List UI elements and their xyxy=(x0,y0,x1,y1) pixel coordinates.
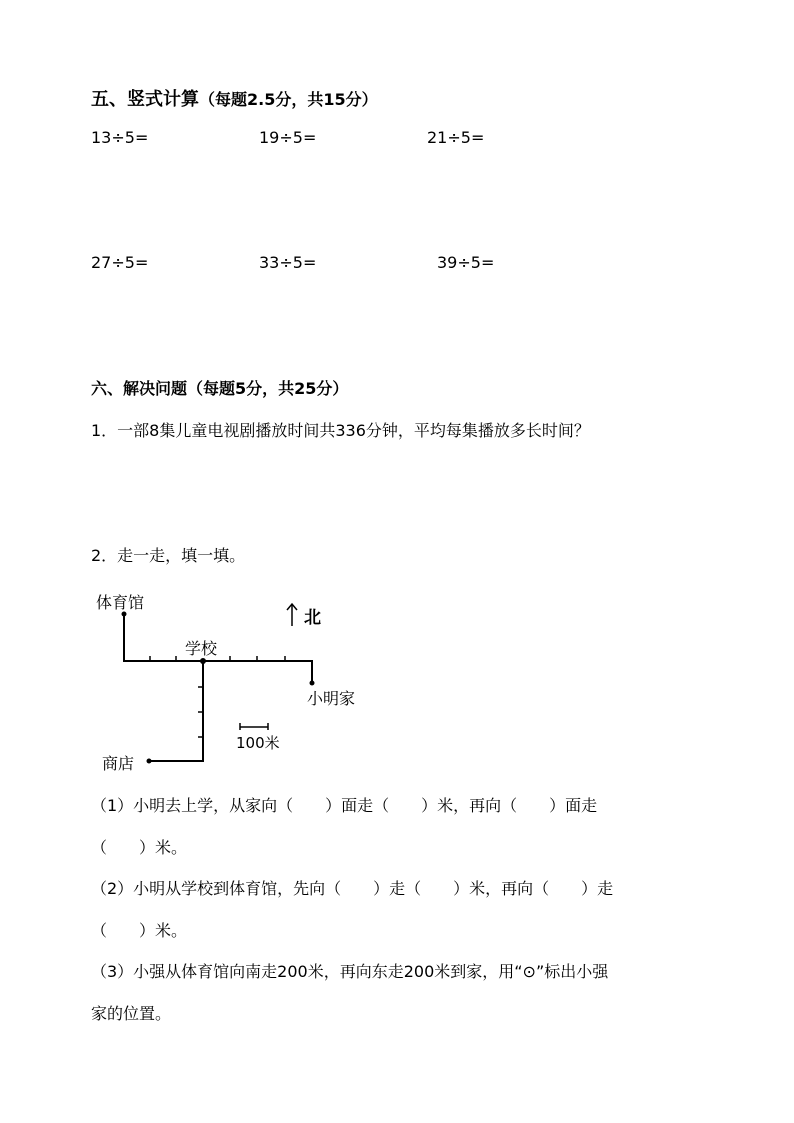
question-2: 2．走一走，填一填。 xyxy=(91,546,246,565)
section5-note: （每题2.5分，共15分） xyxy=(199,90,378,109)
map-label-xiaoming-home: 小明家 xyxy=(307,689,356,708)
map-label-scale: 100米 xyxy=(236,734,280,752)
sub-question-1-line-1: （1）小明去上学，从家向（ ）面走（ ）米，再向（ ）面走 xyxy=(91,796,598,815)
section6-title-text: 六、解决问题 xyxy=(91,379,188,398)
map-label-shop: 商店 xyxy=(102,754,135,773)
north-arrow-icon xyxy=(287,604,297,626)
calc-problem-6: 39÷5= xyxy=(437,253,495,272)
map-label-north: 北 xyxy=(304,608,321,628)
sub-question-2-line-2: （ ）米。 xyxy=(91,921,188,940)
sub-question-3-line-1: （3）小强从体育馆向南走200米，再向东走200米到家，用“⊙”标出小强 xyxy=(91,962,609,981)
section5-title-text: 五、竖式计算 xyxy=(91,89,199,110)
map-shop-dot xyxy=(147,759,152,764)
sub-question-3-line-2: 家的位置。 xyxy=(91,1004,172,1023)
scale-bar xyxy=(240,723,268,730)
map-ticks xyxy=(150,656,285,737)
map-label-gym: 体育馆 xyxy=(96,593,145,612)
calc-problem-2: 19÷5= xyxy=(259,128,317,147)
map-label-school: 学校 xyxy=(185,639,218,658)
calc-problem-5: 33÷5= xyxy=(259,253,317,272)
sub-question-2-line-1: （2）小明从学校到体育馆，先向（ ）走（ ）米，再向（ ）走 xyxy=(91,879,614,898)
question-1: 1．一部8集儿童电视剧播放时间共336分钟，平均每集播放多长时间？ xyxy=(91,421,590,440)
calc-problem-4: 27÷5= xyxy=(91,253,149,272)
map-home-dot xyxy=(310,681,315,686)
calc-problem-3: 21÷5= xyxy=(427,128,485,147)
section6-note: （每题5分，共25分） xyxy=(187,379,349,398)
calc-problem-1: 13÷5= xyxy=(91,128,149,147)
sub-question-1-line-2: （ ）米。 xyxy=(91,838,188,857)
